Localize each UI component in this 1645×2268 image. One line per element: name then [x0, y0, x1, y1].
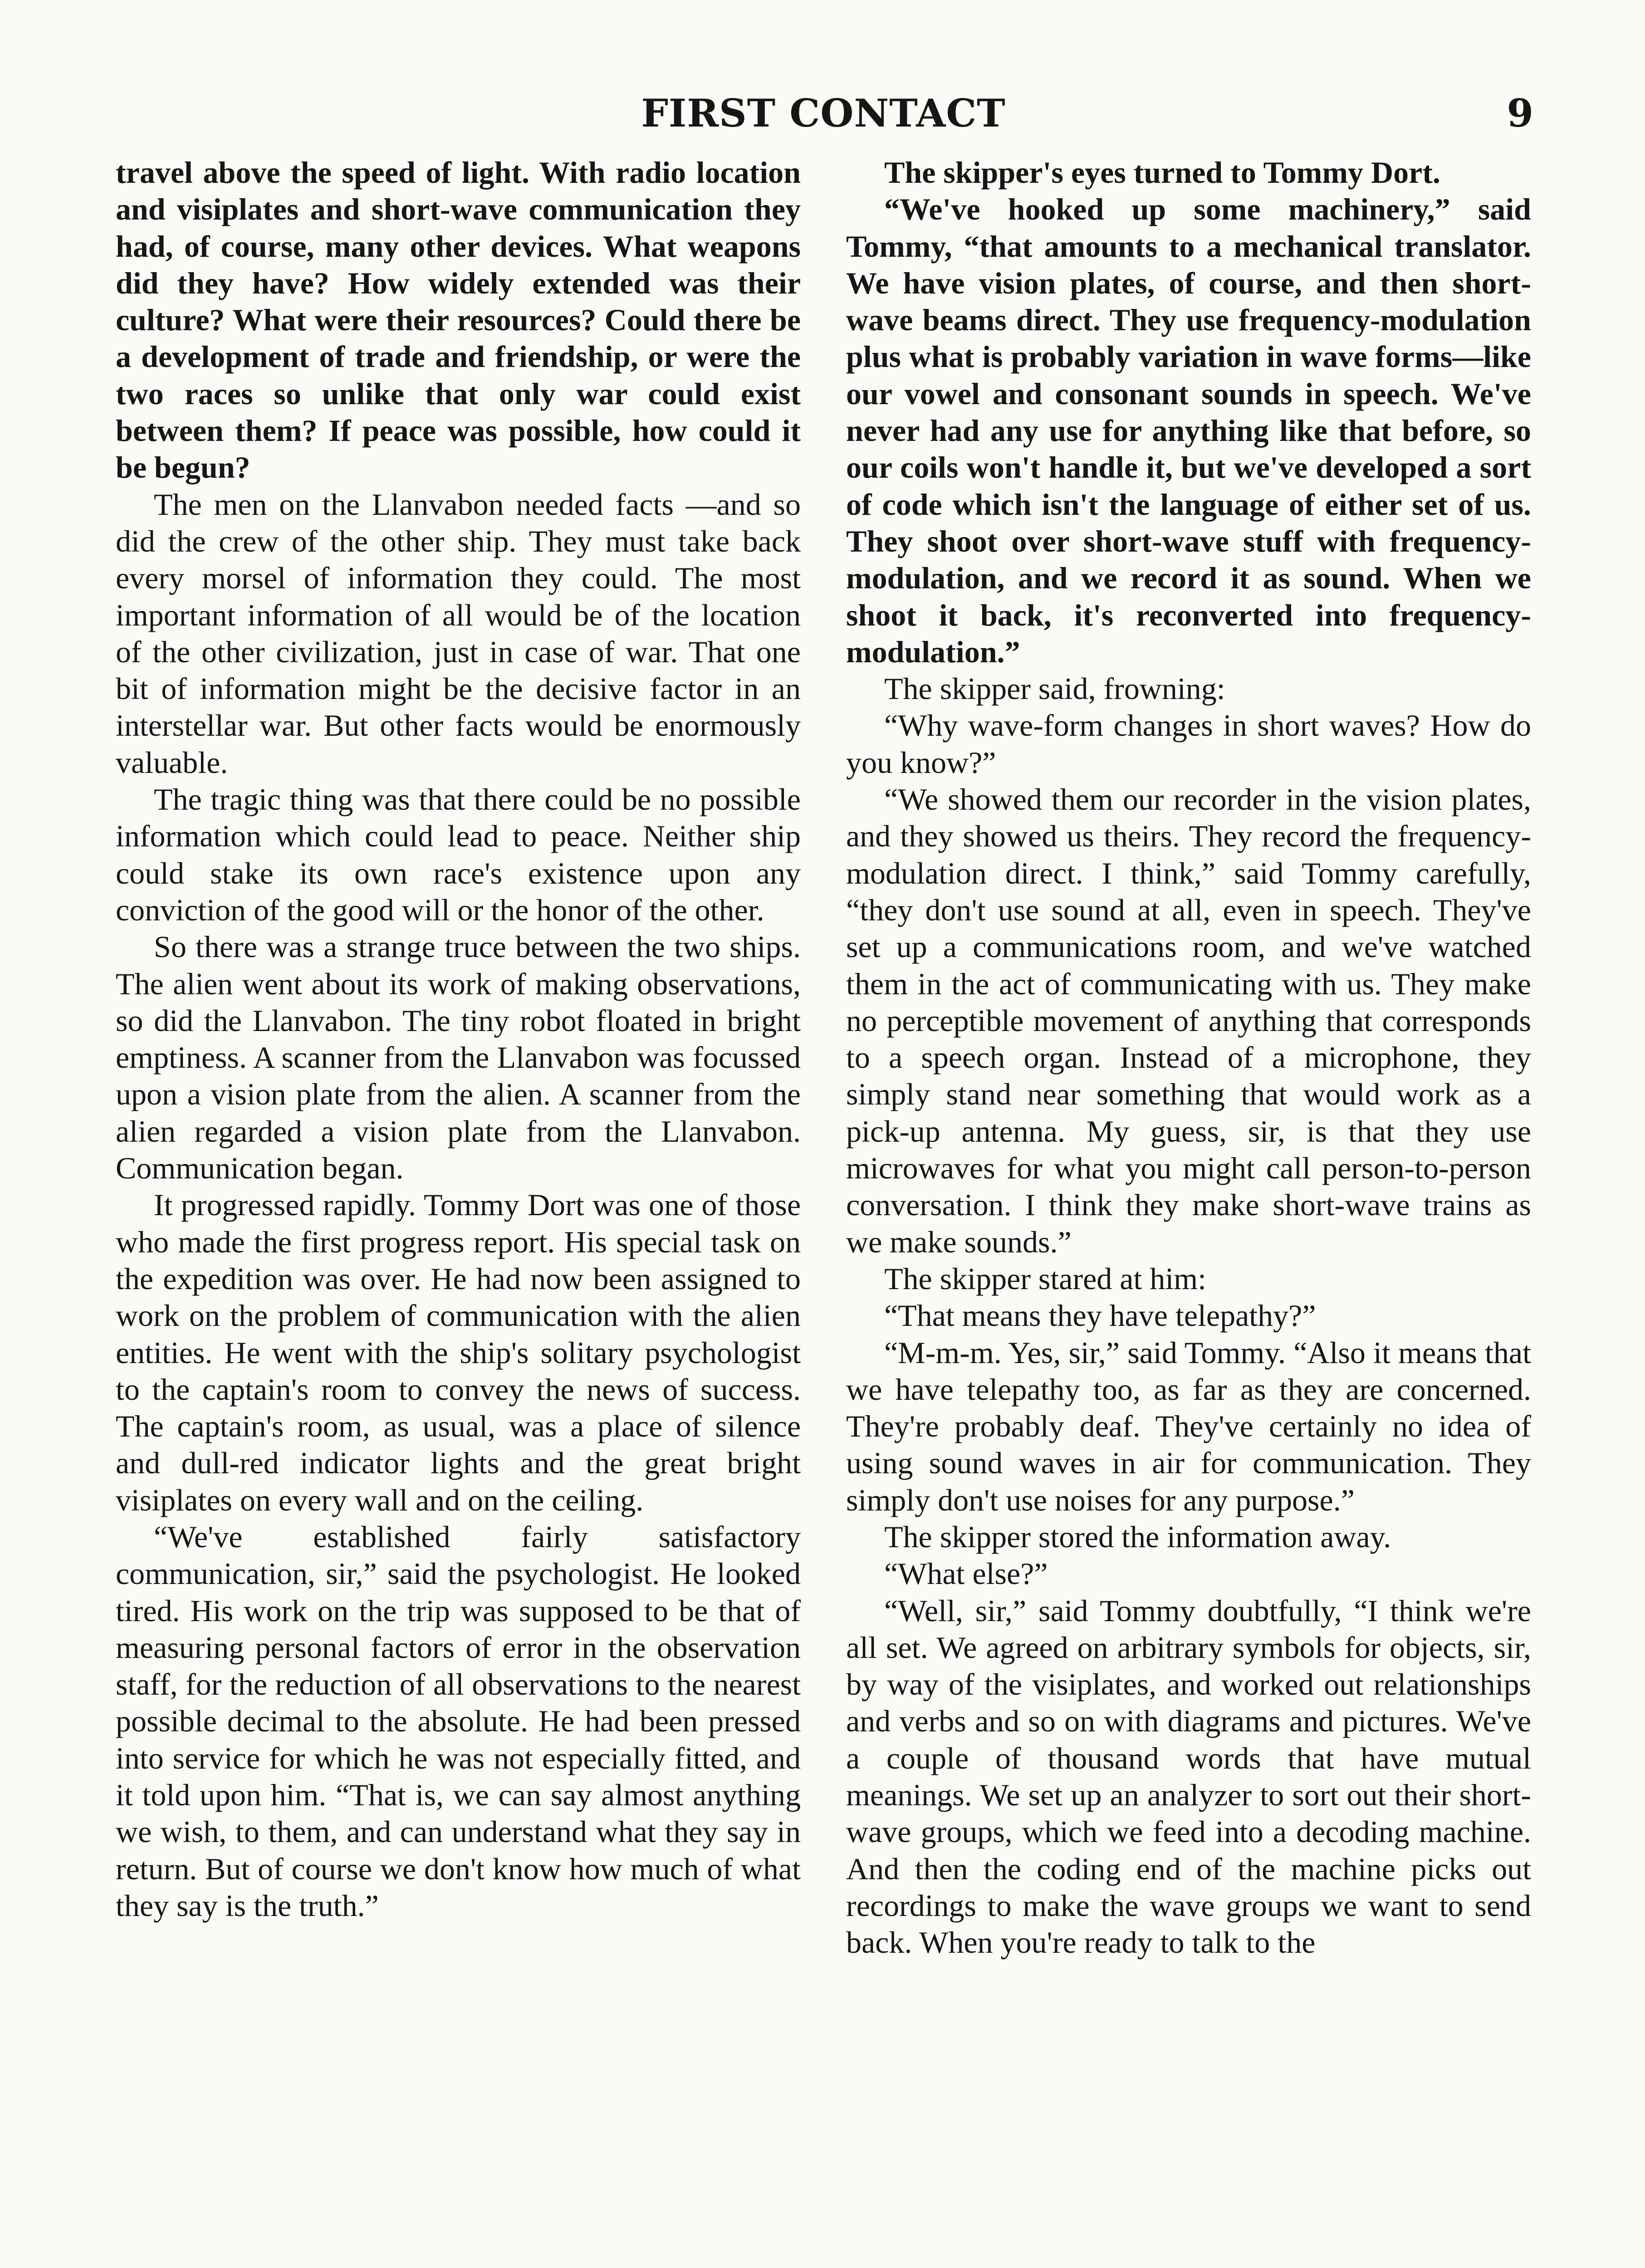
paragraph: The men on the Llanvabon needed facts —and so did the crew of the other ship. They must take back every morsel of information they could. The most important information of all would be of the location of the other civilization, just in case of war. That one bit of information might be the decisive factor in an interstellar war. But other facts would be enormously valuable. — [116, 487, 801, 780]
paragraph: The tragic thing was that there could be no possible information which could lead to peace. Neither ship could stake its own race's existence upon any conviction of the good will or the honor of the other. — [116, 782, 801, 927]
page-number: 9 — [1507, 91, 1533, 136]
paragraph: “We've established fairly satisfactory communication, sir,” said the psychologist. He looked tired. His work on the trip was supposed to be that of measuring personal factors of error in the observation staff, for the reduction of all observations to the nearest possible decimal to the absolute. He had been pressed into service for which he was not especially fitted, and it told upon him. “That is, we can say almost anything we wish, to them, and can understand what they say in return. But of course we don't know how much of what they say is the truth.” — [116, 1519, 801, 1923]
paragraph: “M-m-m. Yes, sir,” said Tommy. “Also it means that we have telepathy too, as far as they are concerned. They're probably deaf. They've certainly no idea of using sound waves in air for communication. They simply don't use noises for any purpose.” — [846, 1335, 1531, 1517]
paragraph: It progressed rapidly. Tommy Dort was one of those who made the first progress report. His special task on the expedition was over. He had now been assigned to work on the problem of communication with the alien entities. He went with the ship's solitary psychologist to the captain's room to convey the news of success. The captain's room, as usual, was a place of silence and dull-red indicator lights and the great bright visiplates on every wall and on the ceiling. — [116, 1188, 801, 1517]
paragraph: “Well, sir,” said Tommy doubtfully, “I think we're all set. We agreed on arbitrary symbols for objects, sir, by way of the visiplates, and worked out relationships and verbs and so on with diagrams and pictures. We've a couple of thousand words that have mutual meanings. We set up an analyzer to sort out their short-wave groups, which we feed into a decoding machine. And then the coding end of the machine picks out recordings to make the wave groups we want to send back. When you're ready to talk to the — [846, 1593, 1531, 1960]
paragraph: The skipper stared at him: — [884, 1261, 1207, 1296]
paragraph: The skipper said, frowning: — [884, 671, 1225, 706]
paragraph: “What else?” — [884, 1556, 1048, 1591]
paragraph: “We showed them our recorder in the vision plates, and they showed us theirs. They record the frequency-modulation direct. I think,” said Tommy carefully, “they don't use sound at all, even in speech. They've set up a communications room, and we've watched them in the act of communicating with us. They make no perceptible movement of anything that corresponds to a speech organ. Instead of a microphone, they simply stand near something that would work as a pick-up antenna. My guess, sir, is that they use microwaves for what you might call person-to-person conversation. I think they make short-wave trains as we make sounds.” — [846, 782, 1531, 1259]
paragraph: The skipper stored the information away. — [884, 1519, 1391, 1554]
paragraph: So there was a strange truce between the two ships. The alien went about its work of making observations, so did the Llanvabon. The tiny robot floated in bright emptiness. A scanner from the Llanvabon was focussed upon a vision plate from the alien. A scanner from the alien regarded a vision plate from the Llanvabon. Communication began. — [116, 929, 801, 1186]
left-text-column — [116, 154, 801, 1924]
page-header — [113, 91, 1533, 145]
paragraph: The skipper's eyes turned to Tommy Dort. — [884, 155, 1440, 190]
paragraph: “Why wave-form changes in short waves? How do you know?” — [846, 708, 1531, 780]
paragraph: travel above the speed of light. With radio location and visiplates and short-wave communication they had, of course, many other devices. What weapons did they have? How widely extended was their culture? What were their resources? Could there be a development of trade and friendship, or were the two races so unlike that only war could exist between them? If peace was possible, how could it be begun? — [116, 155, 801, 485]
paragraph: “We've hooked up some machinery,” said Tommy, “that amounts to a mechanical translator. We have vision plates, of course, and then short-wave beams direct. They use frequency-modulation plus what is probably variation in wave forms—like our vowel and consonant sounds in speech. We've never had any use for anything like that before, so our coils won't handle it, but we've developed a sort of code which isn't the language of either set of us. They shoot over short-wave stuff with frequency-modulation, and we record it as sound. When we shoot it back, it's reconverted into frequency-modulation.” — [846, 192, 1531, 669]
running-title: FIRST CONTACT — [641, 91, 1006, 136]
paragraph: “That means they have telepathy?” — [884, 1298, 1316, 1333]
right-text-column — [846, 154, 1531, 1961]
